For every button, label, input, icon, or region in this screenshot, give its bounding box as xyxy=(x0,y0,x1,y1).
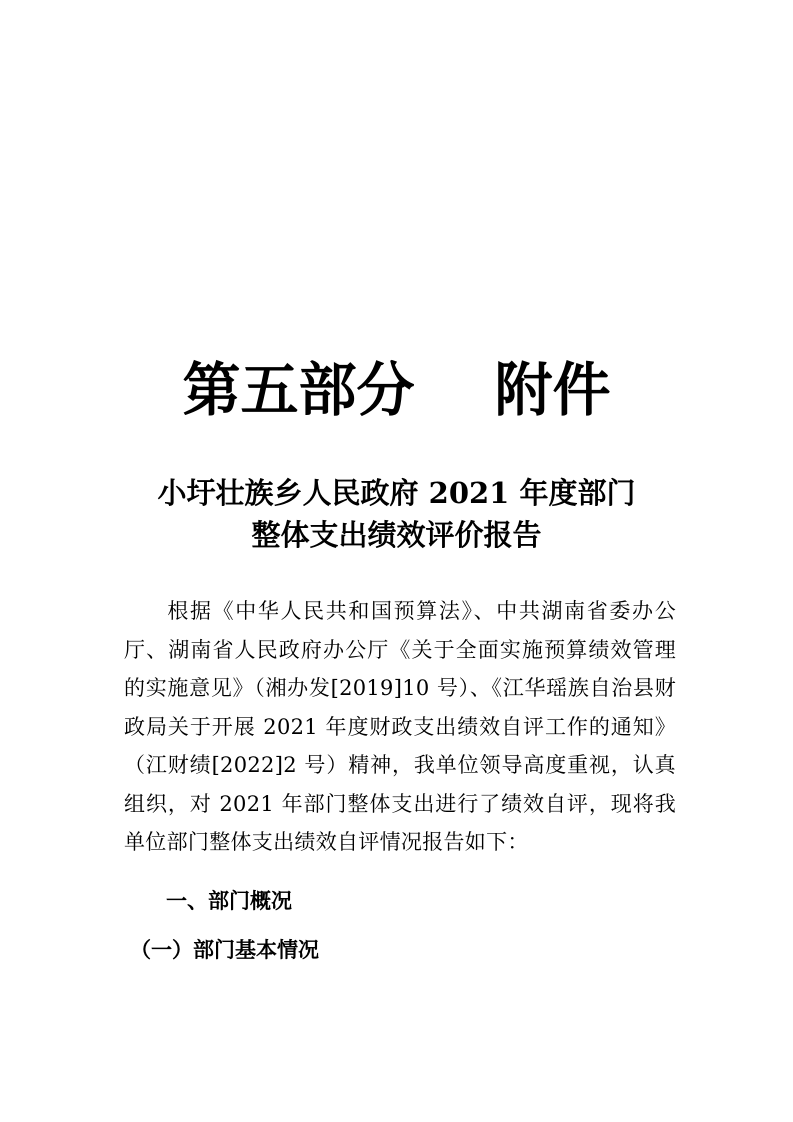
report-title-line-1: 小圩壮族乡人民政府 2021 年度部门 xyxy=(157,476,636,510)
intro-paragraph xyxy=(124,592,676,862)
part-title xyxy=(0,352,793,428)
part-number: 第五部分 xyxy=(182,356,415,424)
intro-paragraph-text: 根据《中华人民共和国预算法》、中共湖南省委办公厅、湖南省人民政府办公厅《关于全面实施预算绩效管理的实施意见》（湘办发[2019]10 号）、《江华瑶族自治县财政局关于开展 2021 年度财政支出绩效自评工作的通知》（江财绩[2022]2 号）精神，我单位领导高度重视，认真组织，对 2021 年部门整体支出进行了绩效自评，现将我单位部门整体支出绩效自评情况报告如下： xyxy=(124,599,676,854)
part-name: 附件 xyxy=(494,356,611,424)
section-heading-2: （一）部门基本情况 xyxy=(130,937,319,962)
report-title-line-2: 整体支出绩效评价报告 xyxy=(251,518,542,552)
report-title xyxy=(0,472,793,556)
section-heading-1: 一、部门概况 xyxy=(166,888,292,913)
